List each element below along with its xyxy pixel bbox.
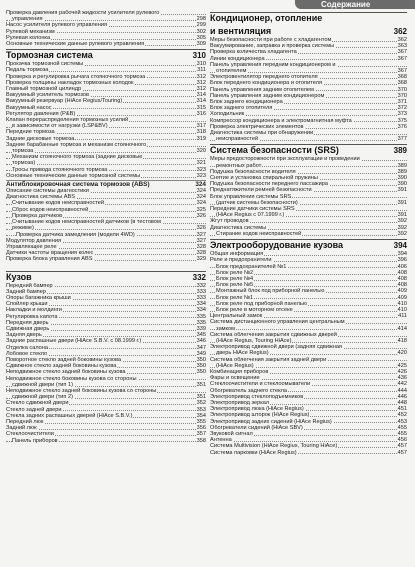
- page-number: 315: [196, 104, 206, 111]
- entry-title: Общая информация: [210, 251, 264, 258]
- entry-title: Управляющее реле: [6, 243, 57, 250]
- entry-title: в зависимости от нагрузки (LSP&BV): [12, 123, 108, 130]
- page-number: 396: [397, 257, 407, 264]
- entry-title: Проверка и регулировка рычага стояночного тормоза: [6, 73, 146, 80]
- page-number: 367: [397, 49, 407, 56]
- entry-title: Система облегчения закрытия сдвижных дверей: [210, 331, 337, 338]
- page-number: 390: [397, 181, 407, 188]
- entry-title: Электрооборудование кузова: [210, 240, 344, 251]
- left-column: [6, 10, 206, 444]
- entry-title: Передние тормоза: [6, 129, 55, 136]
- entry-title: Поворотное стекло задней боковины кузова: [6, 356, 122, 363]
- page-number: 390: [397, 175, 407, 182]
- entry-title: Основные технические данные тормозной системы: [6, 172, 141, 179]
- page-number: 376: [397, 123, 407, 130]
- page-number: 375: [397, 117, 407, 124]
- entry-title: Электропривод сдвижной двери (задняя сдвижная: [210, 344, 342, 351]
- page-number: 326: [196, 225, 206, 232]
- page-number: 410: [397, 300, 407, 307]
- entry-title: Основные технические данные рулевого управления: [6, 41, 145, 48]
- entry-title: Тормозная система: [6, 50, 93, 61]
- entry-title: неисправностей: [216, 136, 259, 143]
- page-number: 310: [196, 61, 206, 68]
- toc-entry[interactable]: [6, 41, 206, 47]
- page-number: 321: [196, 160, 206, 167]
- page-number: 352: [196, 400, 206, 407]
- entry-title: Кузов: [6, 271, 32, 282]
- entry-title: Проверка давления рабочей жидкости усилителя рулевого: [6, 10, 160, 16]
- entry-title: Модулятор давления: [6, 237, 62, 244]
- page-number: 309: [196, 41, 206, 48]
- page-number: 368: [397, 74, 407, 81]
- page-number: 298: [196, 16, 206, 23]
- page-number: 350: [196, 369, 206, 376]
- entry-title: Педаль тормоза: [6, 67, 49, 74]
- entry-title: сдвижной двери (тип 2): [12, 394, 73, 401]
- page-number: 452: [397, 412, 407, 419]
- page-number: 354: [196, 412, 206, 419]
- entry-title: Регулировка капота: [6, 313, 58, 320]
- page-number: 457: [397, 449, 407, 456]
- entry-title: Система облегчения закрытия задней двери: [210, 356, 327, 363]
- entry-title: Электровентилятор переднего отопителя: [210, 74, 318, 81]
- entry-title: Задняя дверь: [6, 332, 42, 339]
- entry-title: Панель управления задним отопителем: [210, 86, 314, 93]
- entry-title: (HiAce Regius, Touring HiAce): [216, 337, 292, 344]
- entry-title: замком: [216, 325, 235, 332]
- page-number: 350: [196, 356, 206, 363]
- page-number: 392: [397, 218, 407, 225]
- page-number: 334: [196, 307, 206, 314]
- entry-title: Проверка электрических элементов: [210, 123, 304, 130]
- page-number: 414: [397, 325, 407, 332]
- entry-title: Вакуумный насос: [6, 104, 52, 111]
- entry-title: сдвижной двери (тип 1): [12, 381, 73, 388]
- page-number: 408: [397, 275, 407, 282]
- page-number: 389: [397, 168, 407, 175]
- entry-title: (HiAce Regius): [216, 362, 254, 369]
- page-number: 362: [397, 37, 407, 43]
- entry-title: тормоза: [12, 148, 34, 155]
- page-number: 411: [398, 313, 407, 320]
- entry-title: Блок реле №4: [216, 275, 254, 282]
- page-number: 332: [192, 272, 206, 282]
- section-heading[interactable]: [210, 144, 407, 156]
- page-number: 319: [196, 135, 206, 142]
- toc-entry[interactable]: [210, 450, 407, 456]
- page-number: 355: [196, 418, 206, 425]
- entry-title: Рулевая колонка: [6, 34, 51, 41]
- page-number: 323: [196, 166, 206, 173]
- page-number: 367: [397, 68, 407, 75]
- entry-title: Насос усилителя рулевого управления: [6, 22, 107, 29]
- page-number: 305: [196, 34, 206, 41]
- page-number: 332: [196, 282, 206, 289]
- entry-title: Блок реле №1: [216, 294, 254, 301]
- entry-title: Диагностика системы при обнаружении: [210, 130, 314, 137]
- page-number: 453: [397, 418, 407, 425]
- entry-title: Обогреватели сидений (HiAce SBV): [210, 424, 303, 431]
- page-title: Содержание: [321, 0, 371, 9]
- entry-title: Блок переднего кондиционера и отопителя: [210, 80, 322, 87]
- entry-title: Комбинация приборов: [210, 368, 269, 375]
- page-number: 325: [196, 206, 206, 213]
- page-number: 328: [196, 250, 206, 257]
- page-number: 329: [196, 256, 206, 263]
- entry-title: Линии кондиционера: [210, 55, 265, 62]
- page-number: 312: [196, 79, 206, 86]
- page-number: 334: [196, 301, 206, 308]
- entry-title: Механизм стояночного тормоза (задние дисковые: [12, 154, 143, 161]
- entry-title: Неподвижное стекло задней боковины кузова: [6, 369, 126, 376]
- entry-title: Передние датчики системы SRS: [210, 206, 295, 213]
- entry-title: Лобовое стекло: [6, 350, 48, 357]
- entry-title: Блок заднего отопителя: [210, 105, 273, 112]
- page-number: 377: [397, 136, 407, 143]
- page-number: 345: [196, 332, 206, 339]
- page-number: 316: [196, 110, 206, 117]
- right-column: [210, 10, 407, 456]
- entry-title: режиме): [12, 225, 34, 232]
- page-number: 314: [196, 92, 206, 99]
- entry-title: Система дистанционного управления центральным: [210, 319, 345, 326]
- page-number: 389: [393, 146, 407, 156]
- entry-title: Стеклоочистители: [6, 431, 54, 438]
- entry-title: Проверка количества хладагента: [210, 49, 297, 56]
- page-number: 351: [196, 394, 206, 401]
- section-heading[interactable]: [210, 26, 407, 37]
- page-number: 409: [397, 288, 407, 295]
- page-number: 324: [195, 181, 206, 189]
- page-number: 335: [196, 319, 206, 326]
- entry-title: Накладки и молдинги: [6, 307, 62, 314]
- page-number: 347: [196, 344, 206, 351]
- entry-title: Сброс кодов неисправностей: [12, 206, 89, 213]
- section-heading[interactable]: [210, 12, 407, 24]
- entry-title: Компрессор кондиционера и электромагнитная муфта: [210, 117, 352, 124]
- entry-title: Подушка безопасности переднего пассажира: [210, 181, 328, 188]
- section-heading[interactable]: [6, 271, 206, 283]
- entry-title: Сдвижное стекло задней боковины кузова: [6, 363, 117, 370]
- entry-title: Монтажный блок под приборной панелью: [216, 288, 325, 295]
- page-number: 373: [397, 111, 407, 118]
- entry-title: Клапан перераспределения тормозных усилий: [6, 117, 129, 124]
- page-number: 406: [397, 263, 407, 270]
- page-number: 328: [196, 243, 206, 250]
- entry-title: Считывание кодов неисправностей датчиков (в тестовом: [12, 219, 161, 226]
- entry-title: Система Multivision (HiAce Regius, Touring HiAce): [210, 443, 338, 450]
- page-number: 455: [397, 424, 407, 431]
- page-number: 408: [397, 269, 407, 276]
- page-number: 372: [397, 105, 407, 112]
- spacer: [6, 263, 206, 269]
- entry-title: Стекло сдвижной двери: [6, 400, 69, 407]
- page-number: 333: [196, 294, 206, 301]
- page-number: 392: [397, 230, 407, 237]
- entry-title: Задний люк: [6, 425, 37, 432]
- entry-title: Передний бампер: [6, 282, 53, 289]
- entry-title: Рулевой механизм: [6, 28, 55, 35]
- page-number: 349: [196, 350, 206, 357]
- entry-title: Описание системы диагностики: [6, 188, 89, 195]
- page-number: 324: [196, 194, 206, 201]
- toc-entry[interactable]: [6, 438, 206, 444]
- page-number: 391: [397, 199, 407, 206]
- page-number: 324: [196, 188, 206, 195]
- toc-entry[interactable]: [210, 136, 407, 142]
- entry-title: Реле и предохранители: [210, 257, 272, 264]
- entry-title: Панель управления задним кондиционером: [210, 92, 325, 99]
- entry-title: Блок реле под приборной панелью: [216, 300, 307, 307]
- page-number: 362: [393, 27, 407, 36]
- entry-title: Звуковой сигнал: [210, 430, 253, 437]
- page-number: 367: [397, 55, 407, 62]
- page-number: 312: [196, 73, 206, 80]
- page-number: 363: [397, 43, 407, 50]
- entry-title: Тросы привода стояночного тормоза: [12, 166, 108, 173]
- entry-title: (HiAce Regius с 07.1999 г.): [216, 212, 285, 219]
- entry-title: Подушка безопасности водителя: [210, 168, 296, 175]
- entry-title: Стирание кодов неисправностей: [216, 230, 302, 237]
- page-number: 420: [397, 350, 407, 357]
- entry-title: отопителем: [216, 68, 247, 75]
- page-number: 371: [397, 99, 407, 106]
- toc-entry[interactable]: [6, 256, 206, 262]
- entry-title: Вакуумный резервуар (HiAce Regius/Touring): [6, 98, 123, 105]
- page-number: 310: [192, 51, 206, 61]
- entry-title: Блок реле в моторном отсеке: [216, 306, 293, 313]
- subsection-heading[interactable]: [6, 180, 206, 188]
- entry-title: Диагностика системы ABS: [6, 194, 75, 201]
- page-number: 425: [397, 362, 407, 369]
- page-number: 451: [397, 406, 407, 413]
- page-number: 353: [196, 406, 206, 413]
- page-number: 436: [397, 375, 407, 382]
- entry-title: Блок заднего кондиционера: [210, 99, 283, 106]
- page-number: 318: [196, 129, 206, 136]
- entry-title: Преднатяжители ремней безопасности: [210, 187, 312, 194]
- page-number: 394: [393, 241, 407, 251]
- entry-title: тормоза): [12, 160, 36, 167]
- page-number: 326: [196, 212, 206, 219]
- entry-title: Антиблокировочная система тормозов (ABS): [6, 181, 150, 189]
- entry-title: Блок предохранителей №1: [216, 263, 287, 270]
- page-number: 320: [196, 148, 206, 155]
- page-number: 312: [196, 86, 206, 93]
- page-number: 339: [196, 325, 206, 332]
- entry-title: Панель управления передним кондиционером и: [210, 61, 336, 68]
- entry-title: Задние дисковые тормоза: [6, 135, 75, 142]
- page-number: 346: [196, 338, 206, 345]
- entry-title: Электропривод стеклоподъемников: [210, 393, 304, 400]
- entry-title: Электропривод зеркал: [210, 399, 270, 406]
- page-number: 368: [397, 80, 407, 87]
- entry-title: Вакуумный усилитель тормозов: [6, 92, 89, 99]
- page-number: 455: [397, 430, 407, 437]
- page-number: 299: [196, 22, 206, 29]
- page-number: 391: [397, 187, 407, 194]
- entry-title: Передний люк: [6, 418, 44, 425]
- entry-title: Блок реле №2: [216, 269, 254, 276]
- page-number: 327: [196, 231, 206, 238]
- entry-title: Неподвижное стекло задней боковины кузова со стороны: [6, 387, 157, 394]
- page-number: 351: [196, 381, 206, 388]
- entry-title: Центральный замок: [210, 313, 263, 320]
- entry-title: Блок реле №5: [216, 282, 254, 289]
- entry-title: Блок управления системы SRS: [210, 193, 292, 200]
- page-number: 333: [196, 288, 206, 295]
- page-number: 408: [397, 282, 407, 289]
- page-number: 370: [397, 92, 407, 99]
- entry-title: Обогреватель заднего стекла: [210, 387, 287, 394]
- entry-title: Диагностика системы: [210, 224, 267, 231]
- page-number: 323: [196, 172, 206, 179]
- page-number: 327: [196, 237, 206, 244]
- entry-title: Спойлер крыши: [6, 301, 48, 308]
- entry-title: ремонтных работ: [216, 162, 262, 169]
- entry-title: Фары и освещение: [210, 375, 260, 382]
- entry-title: управления: [12, 16, 43, 23]
- entry-title: Неподвижное стекло боковины кузова со стороны: [6, 375, 137, 382]
- page-number: 409: [397, 294, 407, 301]
- entry-title: Жгут проводов: [210, 218, 249, 225]
- page-number: 442: [397, 381, 407, 388]
- entry-title: Задние барабанные тормоза и механизм стояночного: [6, 141, 147, 148]
- header-tab: [295, 0, 415, 9]
- page-number: 370: [397, 86, 407, 93]
- section-heading[interactable]: [6, 49, 206, 61]
- entry-title: Проверка датчика замедления (модели 4WD): [16, 231, 135, 238]
- page-number: 394: [397, 251, 407, 258]
- entry-title: Электропривод люка (HiAce Regius): [210, 406, 304, 413]
- entry-title: и вентиляция: [210, 26, 272, 36]
- page-number: 314: [196, 98, 206, 105]
- entry-title: Считывание кодов неисправностей: [12, 200, 104, 207]
- entry-title: Проверка толщины накладок тормозных колодок: [6, 79, 134, 86]
- page-number: 324: [196, 200, 206, 207]
- entry-title: Снятие и установка спиральной пружины: [210, 175, 318, 182]
- entry-title: Передняя дверь: [6, 319, 49, 326]
- entry-title: Отделка салона: [6, 344, 48, 351]
- page-number: 446: [397, 393, 407, 400]
- page-number: 457: [397, 443, 407, 450]
- entry-title: Кондиционер, отопление: [210, 13, 323, 23]
- entry-title: Антенна: [210, 437, 232, 444]
- toc-entry[interactable]: [210, 231, 407, 237]
- page-number: 311: [197, 67, 206, 74]
- entry-title: Опоры багажника крыши: [6, 294, 71, 301]
- page-number: 357: [196, 431, 206, 438]
- page-number: 410: [397, 306, 407, 313]
- entry-title: дверь HiAce Regius): [216, 350, 269, 357]
- page-number: 302: [196, 28, 206, 35]
- entry-title: Панель приборов: [12, 437, 58, 444]
- page-number: 448: [397, 399, 407, 406]
- entry-title: Сдвижная дверь: [6, 325, 50, 332]
- entry-title: Меры безопасности при работе с хладагентом: [210, 37, 332, 43]
- page-number: 350: [196, 363, 206, 370]
- page-number: 391: [397, 212, 407, 219]
- toc-entry[interactable]: [6, 173, 206, 179]
- entry-title: Стекла задних распашных дверей (HiAce S.B.V.): [6, 412, 133, 419]
- entry-title: Датчики частоты вращения колес: [6, 250, 94, 257]
- entry-title: Электропривод шторок (HiAce Regius): [210, 412, 310, 419]
- page-number: 418: [397, 337, 407, 344]
- entry-title: Стекло задней двери: [6, 406, 62, 413]
- entry-title: Меры предосторожности при эксплуатации и проведении: [210, 156, 360, 163]
- page-number: 358: [196, 437, 206, 444]
- page-number: 356: [196, 425, 206, 432]
- page-number: 389: [397, 162, 407, 169]
- entry-title: Система парковки (HiAce Regius): [210, 449, 297, 456]
- entry-title: Стеклоочистители и стеклоомыватели: [210, 381, 311, 388]
- entry-title: Прокачка тормозной системы: [6, 61, 84, 68]
- page-number: 317: [196, 123, 206, 130]
- entry-title: Проверка датчиков: [12, 212, 63, 219]
- entry-title: Электропривод задних сидений (HiAce Regius): [210, 418, 332, 425]
- page-number: 456: [397, 437, 407, 444]
- section-heading[interactable]: [210, 239, 407, 251]
- page-number: 335: [196, 313, 206, 320]
- entry-title: Проверка блока управления ABS: [6, 256, 93, 263]
- entry-title: Холодильник: [210, 111, 245, 118]
- entry-title: Система безопасности (SRS): [210, 145, 339, 156]
- entry-title: (датчик системы безопасности): [216, 199, 298, 206]
- page-number: 444: [397, 387, 407, 394]
- entry-title: Регулятор давления (P&B): [6, 110, 76, 117]
- entry-title: Задние распашные двери (HiAce S.B.V. с 08.1999 г.): [6, 338, 142, 345]
- page-number: 392: [397, 224, 407, 231]
- page-number: 426: [397, 368, 407, 375]
- entry-title: Главный тормозной цилиндр: [6, 86, 82, 93]
- entry-title: Задний бампер: [6, 288, 46, 295]
- entry-title: Вакуумирование, заправка и проверка системы: [210, 43, 335, 50]
